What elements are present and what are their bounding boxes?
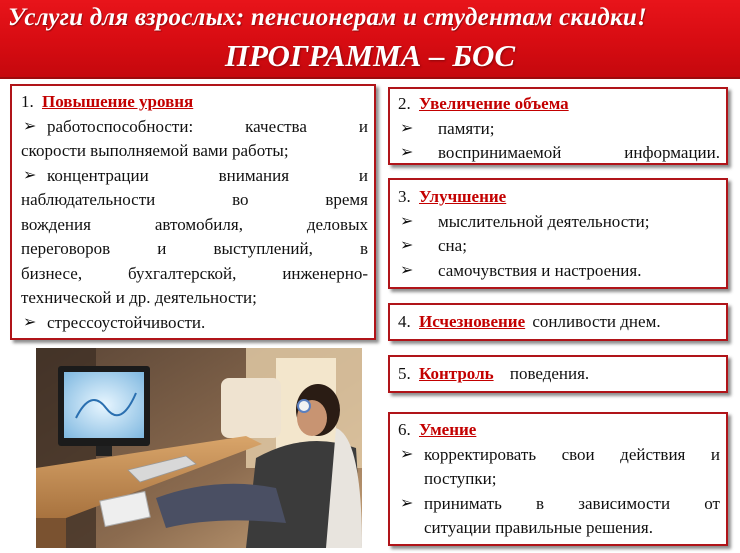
list-item-text: самочувствия и настроения. xyxy=(438,260,642,280)
list-item xyxy=(398,210,720,235)
list-item-line: принимать в зависимости от xyxy=(424,493,720,513)
arrow-bullet-icon: ➢ xyxy=(23,313,37,331)
list-item-line: переговоров и выступлений, в xyxy=(21,239,368,258)
list-item-line: ситуации правильные решения. xyxy=(424,518,653,537)
box-heading-text: Повышение уровня xyxy=(42,92,194,111)
box-heading xyxy=(398,362,720,387)
box-heading xyxy=(398,418,720,443)
list-item xyxy=(398,443,720,492)
list-item xyxy=(398,117,720,142)
box-heading xyxy=(398,185,720,210)
box-heading-text: Исчезновение xyxy=(419,312,526,331)
box-heading-text: Контроль xyxy=(419,364,494,383)
list-item-line: наблюдательности во время xyxy=(21,190,368,209)
list-item xyxy=(21,311,368,336)
list-item-line: вождения автомобиля, деловых xyxy=(21,214,368,234)
arrow-bullet-icon: ➢ xyxy=(400,445,414,463)
box-heading xyxy=(398,310,720,335)
list-item-line: скорости выполняемой вами работы; xyxy=(21,141,289,160)
list-item-line: работоспособности: качества и xyxy=(47,116,368,136)
list-item-line: бизнесе, бухгалтерской, инженерно- xyxy=(21,263,368,283)
list-item-text: памяти; xyxy=(438,118,495,138)
banner-suffix: пенсионерам и студентам скидки! xyxy=(250,4,647,31)
benefit-box-3 xyxy=(388,178,728,289)
list-item-text: сна; xyxy=(438,236,467,255)
box-heading xyxy=(21,90,368,115)
box-number: 3. xyxy=(398,187,411,206)
box-number: 1. xyxy=(21,92,34,111)
page-title: ПРОГРАММА – БОС xyxy=(224,38,516,73)
box-heading-text: Улучшение xyxy=(419,187,507,206)
benefit-box-5 xyxy=(388,355,728,393)
benefit-box-2 xyxy=(388,87,728,165)
header-banner xyxy=(0,0,740,79)
benefit-box-4 xyxy=(388,303,728,341)
benefit-box-6 xyxy=(388,412,728,546)
arrow-bullet-icon: ➢ xyxy=(400,261,414,279)
box-heading-rest: поведения. xyxy=(509,364,590,383)
list-item-line: концентрации внимания и xyxy=(47,165,368,185)
list-item xyxy=(398,234,720,259)
arrow-bullet-icon: ➢ xyxy=(23,117,37,135)
box-number: 6. xyxy=(398,420,411,439)
list-item xyxy=(398,492,720,541)
list-item-text: воспринимаемой информации. xyxy=(438,143,720,162)
arrow-bullet-icon: ➢ xyxy=(23,166,37,184)
arrow-bullet-icon: ➢ xyxy=(400,237,414,254)
list-item xyxy=(21,164,368,189)
box-heading-text: Умение xyxy=(419,420,477,439)
box-heading xyxy=(398,92,720,117)
arrow-bullet-icon: ➢ xyxy=(400,494,414,512)
list-item-text: мыслительной деятельности; xyxy=(438,211,650,231)
biofeedback-session-photo xyxy=(36,348,362,548)
arrow-bullet-icon: ➢ xyxy=(400,144,414,161)
arrow-bullet-icon: ➢ xyxy=(400,119,414,137)
list-item xyxy=(398,259,720,284)
box-number: 4. xyxy=(398,312,411,331)
list-item-line: стрессоустойчивости. xyxy=(47,312,206,332)
list-item-line: технической и др. деятельности; xyxy=(21,288,257,307)
list-item xyxy=(21,115,368,140)
box-number: 2. xyxy=(398,94,411,113)
benefit-box-1 xyxy=(10,84,376,340)
list-item-line: поступки; xyxy=(424,469,497,488)
banner-services-line xyxy=(8,4,647,32)
photo-illustration xyxy=(36,348,362,548)
banner-prefix: Услуги для взрослых: xyxy=(8,4,245,31)
box-heading-rest: сонливости днем. xyxy=(532,312,661,331)
box-number: 5. xyxy=(398,364,411,383)
list-item xyxy=(398,141,720,166)
list-item-line: корректировать свои действия и xyxy=(424,444,720,464)
arrow-bullet-icon: ➢ xyxy=(400,212,414,230)
box-heading-text: Увеличение объема xyxy=(419,94,569,113)
